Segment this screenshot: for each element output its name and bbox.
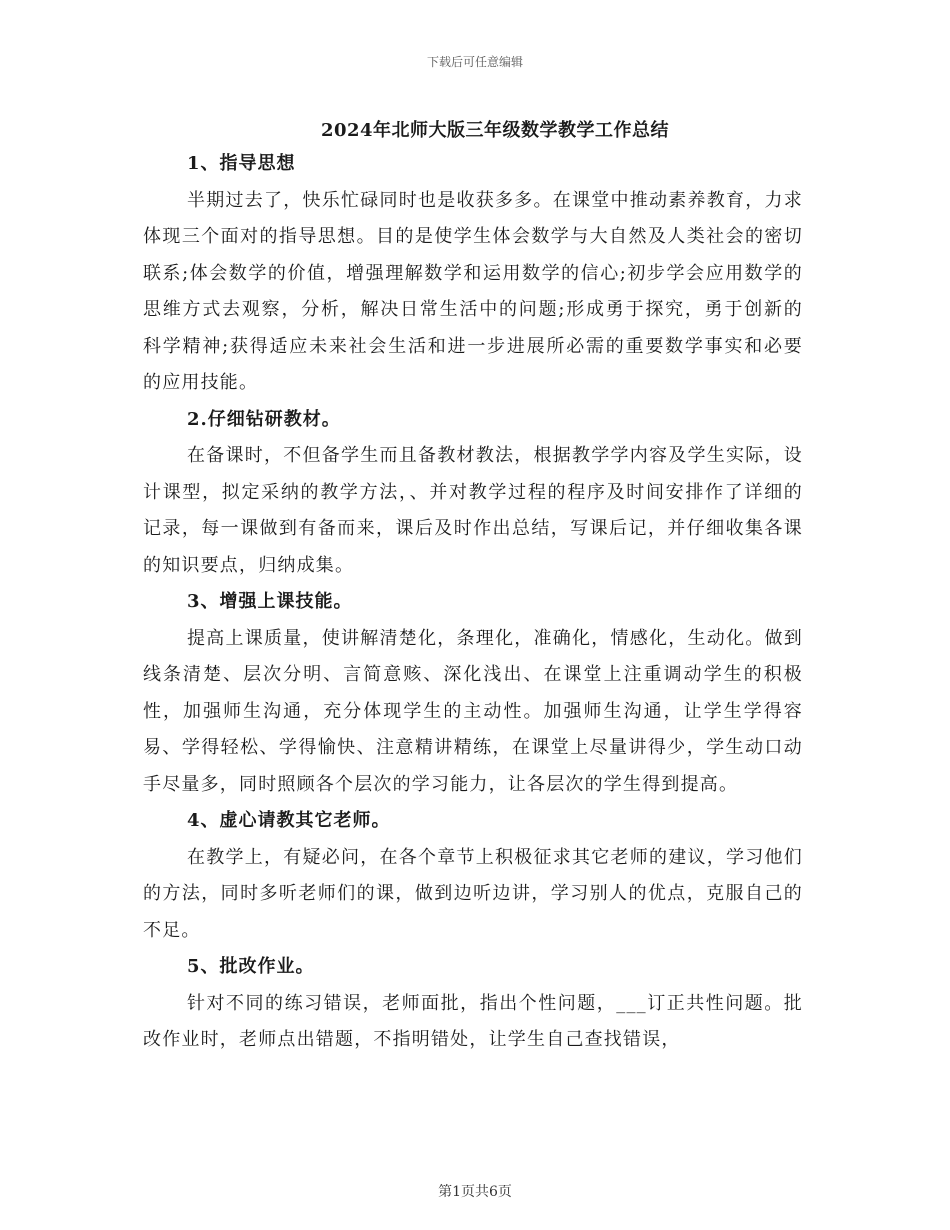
section-heading: 2.仔细钻研教材。 bbox=[187, 408, 341, 430]
section-study-textbook bbox=[143, 402, 803, 585]
header-note: 下载后可任意编辑 bbox=[426, 55, 523, 69]
section-heading: 5、批改作业。 bbox=[187, 956, 315, 977]
section-paragraph: 提高上课质量，使讲解清楚化，条理化，准确化，情感化，生动化。做到线条清楚、层次分明、言简意赅、深化浅出、在课堂上注重调动学生的积极性，加强师生沟通，充分体现学生的主动性。加强师生沟通，让学生学得容易、学得轻松、学得愉快、注意精讲精练，在课堂上尽量讲得少，学生动口动手尽量多，同时照顾各个层次的学习能力，让各层次的学生得到提高。 bbox=[143, 627, 803, 795]
section-heading: 4、虚心请教其它老师。 bbox=[187, 810, 391, 831]
section-guiding-thought bbox=[143, 146, 803, 402]
section-heading: 3、增强上课技能。 bbox=[187, 591, 353, 612]
section-consult-teachers bbox=[143, 803, 803, 949]
page-number-footer: 第1页共6页 bbox=[438, 1184, 512, 1200]
document-body bbox=[143, 146, 803, 1059]
section-heading: 1、指导思想 bbox=[187, 153, 296, 174]
section-teaching-skills bbox=[143, 584, 803, 803]
section-grading-homework bbox=[143, 949, 803, 1059]
section-paragraph: 在教学上，有疑必问，在各个章节上积极征求其它老师的建议，学习他们的方法，同时多听老师们的课，做到边听边讲，学习别人的优点，克服自己的不足。 bbox=[143, 846, 803, 941]
section-paragraph: 在备课时，不但备学生而且备教材教法，根据教学学内容及学生实际，设计课型，拟定采纳的教学方法，、并对教学过程的程序及时间安排作了详细的记录，每一课做到有备而来，课后及时作出总结，写课后记，并仔细收集各课的知识要点，归纳成集。 bbox=[143, 445, 803, 576]
document-title: 2024年北师大版三年级数学教学工作总结 bbox=[320, 120, 670, 141]
section-paragraph: 半期过去了，快乐忙碌同时也是收获多多。在课堂中推动素养教育，力求体现三个面对的指导思想。目的是使学生体会数学与大自然及人类社会的密切联系;体会数学的价值，增强理解数学和运用数学的信心;初步学会应用数学的思维方式去观察，分析，解决日常生活中的问题;形成勇于探究，勇于创新的科学精神;获得适应未来社会生活和进一步进展所必需的重要数学事实和必要的应用技能。 bbox=[143, 189, 803, 393]
section-paragraph: 针对不同的练习错误，老师面批，指出个性问题，___订正共性问题。批改作业时，老师点出错题，不指明错处，让学生自己查找错误， bbox=[143, 992, 803, 1050]
